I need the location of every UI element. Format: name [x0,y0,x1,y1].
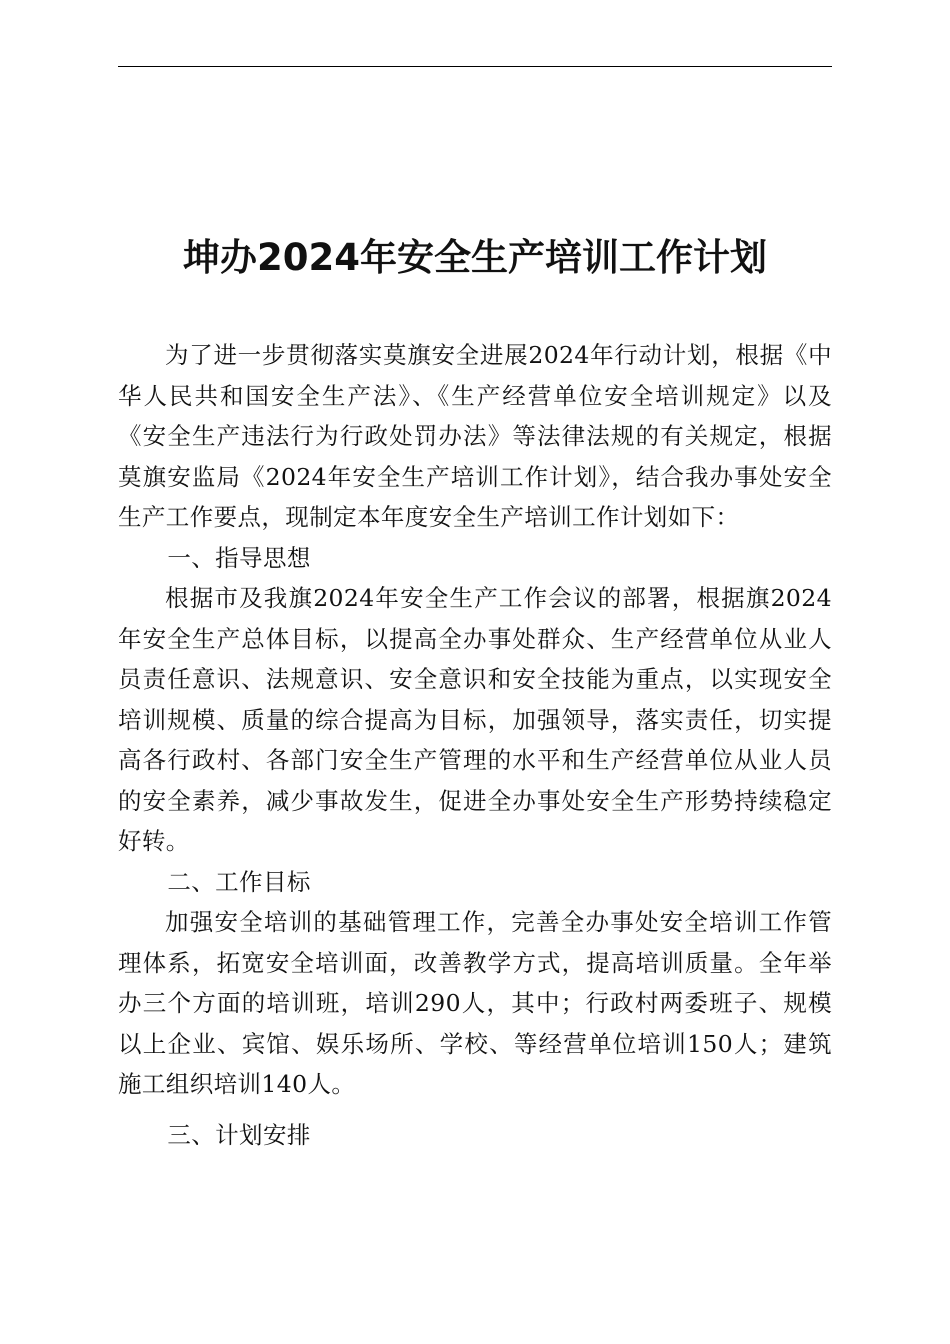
header-rule [118,66,832,67]
section-heading-guiding-ideology: 一、指导思想 [167,543,311,572]
work-goals-paragraph: 加强安全培训的基础管理工作，完善全办事处安全培训工作管理体系，拓宽安全培训面，改善教学方式，提高培训质量。全年举办三个方面的培训班，培训290人，其中；行政村两委班子、规模以上企业、宾馆、娱乐场所、学校、等经营单位培训150人；建筑施工组织培训140人。 [118,908,832,1098]
section-heading-plan-arrangement: 三、计划安排 [167,1120,311,1149]
document-title: 坤办2024年安全生产培训工作计划 [183,236,767,279]
guiding-ideology-paragraph: 根据市及我旗2024年安全生产工作会议的部署，根据旗2024年安全生产总体目标，以提高全办事处群众、生产经营单位从业人员责任意识、法规意识、安全意识和安全技能为重点，以实现安全培训规模、质量的综合提高为目标，加强领导，落实责任，切实提高各行政村、各部门安全生产管理的水平和生产经营单位从业人员的安全素养，减少事故发生，促进全办事处安全生产形势持续稳定好转。 [118,584,832,855]
section-heading-work-goals: 二、工作目标 [167,867,311,896]
document-body [118,335,832,1155]
intro-paragraph: 为了进一步贯彻落实莫旗安全进展2024年行动计划，根据《中华人民共和国安全生产法》、《生产经营单位安全培训规定》以及《安全生产违法行为行政处罚办法》等法律法规的有关规定，根据莫旗安监局《2024年安全生产培训工作计划》，结合我办事处安全生产工作要点，现制定本年度安全生产培训工作计划如下： [118,341,832,531]
